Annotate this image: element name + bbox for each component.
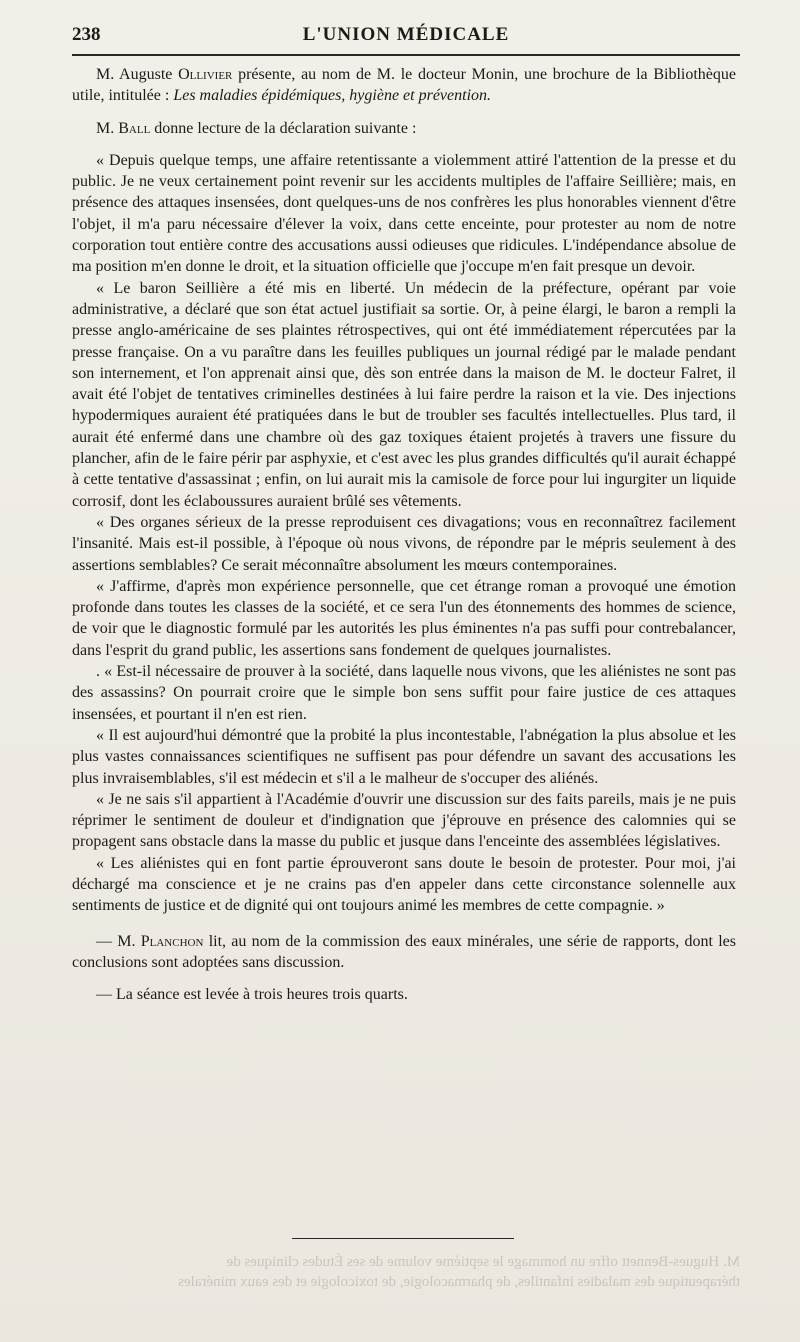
author-name: Planchon [140,932,204,950]
show-through-text: M. Hugues-Bennett offre un hommage le septième volume de ses Études cliniques de thérapeutique des maladies infantiles, de pharmacologie, de toxicologie et des eaux minérales [178,1254,740,1290]
paragraph: « Des organes sérieux de la presse reproduisent ces divagations; vous en reconnaîtrez facilement l'insanité. Mais est-il possible, à l'époque où nous vivons, de répondre par le mépris seulement à des assertions semblables? Ce serait méconnaître absolument les mœurs contemporaines. [72,513,736,574]
paragraph: « Il est aujourd'hui démontré que la probité la plus incontestable, l'abnégation la plus absolue et les plus vastes connaissances scientifiques ne suffisent pas pour défendre un savant des accusations les plus invraisemblables, s'il est médecin et s'il a le malheur de s'occuper des aliénés. [72,726,736,787]
paragraph: « J'affirme, d'après mon expérience personnelle, que cet étrange roman a provoqué une émotion profonde dans toutes les classes de la société, et ce sera l'un des étonnements des hommes de science, de voir que le diagnostic formulé par les autorités les plus éminentes n'a pas suffi pour contrebalancer, dans l'esprit du grand public, les assertions sans fondement de quelques journalistes. [72,577,736,659]
paragraph-ollivier: M. Auguste Ollivier présente, au nom de M. le docteur Monin, une brochure de la Bibliothèque utile, intitulée : Les maladies épidémiques, hygiène et prévention. [72,66,737,105]
paragraph: « Je ne sais s'il appartient à l'Académie d'ouvrir une discussion sur des faits pareils, mais je ne puis réprimer le sentiment de douleur et d'indignation que j'éprouve en présence des calomnies qui se propagent sans obstacle dans la masse du public et jusque dans l'enceinte des assemblées législatives. [72,790,736,851]
paragraph-planchon: — M. Planchon lit, au nom de la commission des eaux minérales, une série de rapports, dont les conclusions sont adoptées sans discussion. [72,932,736,971]
page-header [72,22,740,50]
header-rule [72,54,740,56]
section-end-rule [292,1238,514,1239]
page-number: 238 [72,24,101,45]
book-title: Les maladies épidémiques, hygiène et prévention. [173,87,492,105]
paragraph-ball: M. Ball donne lecture de la déclaration suivante : [96,119,417,137]
paragraph: « Depuis quelque temps, une affaire retentissante a violemment attiré l'attention de la presse et du public. Je ne veux certainement point revenir sur les accidents multiples de l'affaire Seillière; mais, en présence des attaques insensées, dont quelques-uns de nos confrères les plus honorables viennent d'être l'objet, il m'a paru nécessaire d'élever la voix, dans cette enceinte, pour protester au nom de notre corporation tout entière contre des accusations aussi odieuses que ridicules. L'indépendance absolue de ma position m'en donne le droit, et la situation officielle que j'occupe m'en fait presque un devoir. [72,151,736,276]
paragraph: « Le baron Seillière a été mis en liberté. Un médecin de la préfecture, opérant par voie administrative, a déclaré que son état actuel justifiait sa sortie. Or, à peine élargi, le baron a rempli la presse anglo-américaine de ses plaintes rétrospectives, qui ont été immédiatement répercutées par la presse française. On a vu paraître dans les feuilles publiques un journal rédigé par le malade pendant son internement, et l'on apprenait ainsi que, dès son entrée dans la maison de M. le docteur Falret, il avait été l'objet de tentatives criminelles destinées à lui faire perdre la raison et la vie. Des injections hypodermiques auraient été pratiquées dans le but de troubler ses facultés intellectuelles. Plus tard, il aurait été enfermé dans une chambre où des gaz toxiques étaient projetés à travers une fissure du plancher, afin de le faire périr par asphyxie, et c'est avec les plus grandes difficultés qu'il aurait échappé à cette tentative d'assassinat ; enfin, on lui aurait mis la camisole de force pour lui ingurgiter un liquide corrosif, dont les éclaboussures auraient brûlé ses vêtements. [72,279,736,510]
author-name: Ball [118,119,151,137]
author-name: Ollivier [178,66,233,83]
running-title: L'UNION MÉDICALE [302,24,510,45]
article-body [72,64,736,1005]
paragraph: . « Est-il nécessaire de prouver à la société, dans laquelle nous vivons, que les aliénistes ne sont pas des assassins? On pourrait croire que le simple bon sens suffit pour faire justice de ces attaques insensées, et pourtant il n'en est rien. [72,663,736,723]
paragraph: « Les aliénistes qui en font partie éprouveront sans doute le besoin de protester. Pour moi, j'ai déchargé ma conscience et je ne crains pas d'en appeler dans cette circonstance solennelle aux sentiments de justice et de dignité qui ont toujours animé les membres de cette compagnie. » [72,854,736,915]
paragraph-closing: — La séance est levée à trois heures trois quarts. [96,986,408,1004]
